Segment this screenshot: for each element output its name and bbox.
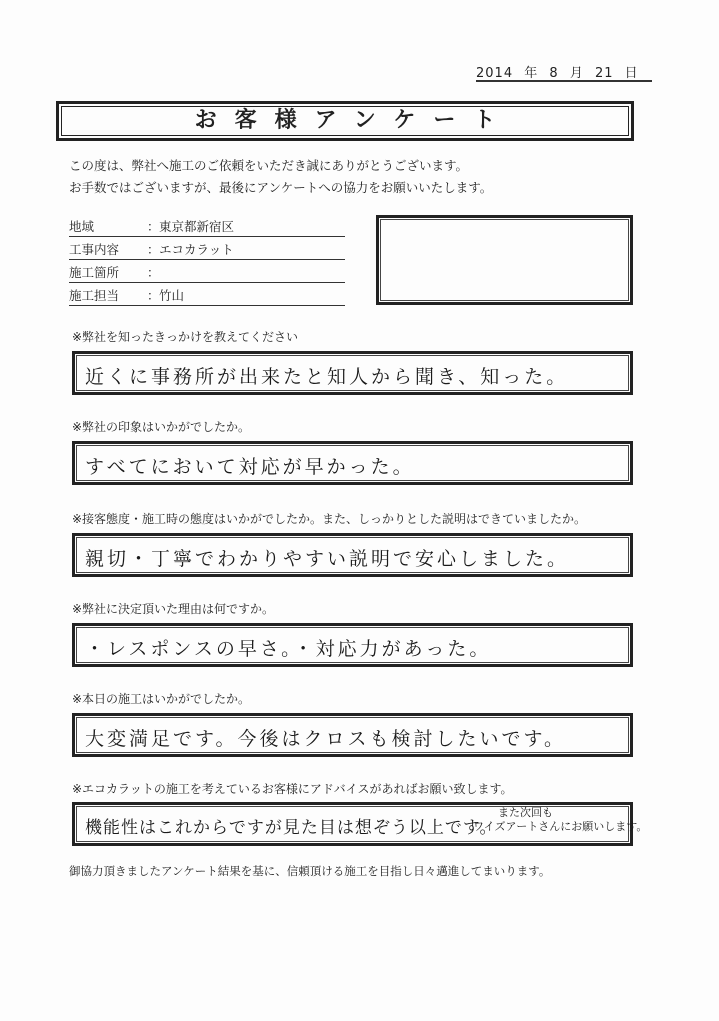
footer-text: 御協力頂きましたアンケート結果を基に、信頼頂ける施工を目指し日々邁進してまいります。: [69, 864, 551, 878]
info-label: 地域: [69, 219, 95, 234]
date-day-unit: 日: [624, 66, 639, 81]
info-separator: ：: [147, 265, 160, 280]
answer-5: 大変満足です。今後はクロスも検討したいです。: [85, 728, 566, 750]
answer-2: すべてにおいて対応が早かった。: [85, 456, 415, 478]
info-value: 竹山: [159, 288, 185, 303]
date-month: 8: [549, 66, 559, 81]
question-1: ※弊社を知ったきっかけを教えてください: [72, 330, 299, 344]
info-row-location: [69, 260, 345, 283]
date-underline: [476, 80, 652, 82]
question-6: ※エコカラットの施工を考えているお客様にアドバイスがあればお願い致します。: [72, 782, 513, 796]
info-separator: ：: [147, 219, 160, 234]
intro-line-2: お手数ではございますが、最後にアンケートへの協力をお願いいたします。: [69, 180, 493, 195]
answer-4: ・レスポンスの早さ。・対応力があった。: [85, 638, 492, 660]
info-label: 施工担当: [69, 288, 120, 303]
info-value: 東京都新宿区: [159, 219, 235, 234]
info-label: 施工箇所: [69, 265, 120, 280]
info-separator: ：: [147, 242, 160, 257]
question-4: ※弊社に決定頂いた理由は何ですか。: [72, 602, 275, 616]
intro-line-1: この度は、弊社へ施工のご依頼をいただき誠にありがとうございます。: [69, 158, 469, 173]
answer-box-4: [72, 623, 633, 667]
answer-6: 機能性はこれからですが見た目は想ぞう以上です。: [85, 818, 498, 838]
date-year: 2014: [476, 66, 514, 81]
question-2: ※弊社の印象はいかがでしたか。: [72, 420, 251, 434]
date-month-unit: 月: [569, 66, 584, 81]
answer-box-3: [72, 533, 633, 577]
info-row-region: [69, 214, 345, 237]
answer-box-2: [72, 441, 633, 485]
answer-6-extra-2: ワイズアートさんにお願いします。: [473, 820, 648, 833]
question-5: ※本日の施工はいかがでしたか。: [72, 692, 251, 706]
date-day: 21: [594, 66, 614, 81]
photo-box: [376, 215, 633, 305]
info-value: エコカラット: [159, 242, 234, 257]
survey-date: [476, 62, 651, 81]
answer-box-5: [72, 713, 633, 757]
answer-3: 親切・丁寧でわかりやすい説明で安心しました。: [85, 548, 570, 570]
info-separator: ：: [147, 288, 160, 303]
answer-box-1: [72, 351, 633, 395]
date-year-unit: 年: [524, 66, 539, 81]
page-title: お客様アンケート: [194, 108, 514, 133]
answer-box-6: [72, 802, 648, 846]
answer-1: 近くに事務所が出来たと知人から聞き、知った。: [85, 366, 569, 388]
question-3: ※接客態度・施工時の態度はいかがでしたか。また、しっかりとした説明はできていましたか。: [72, 512, 587, 526]
info-label: 工事内容: [69, 242, 120, 257]
answer-6-extra-1: また次回も: [498, 806, 553, 819]
info-row-work: [69, 237, 345, 260]
info-row-staff: [69, 283, 345, 306]
